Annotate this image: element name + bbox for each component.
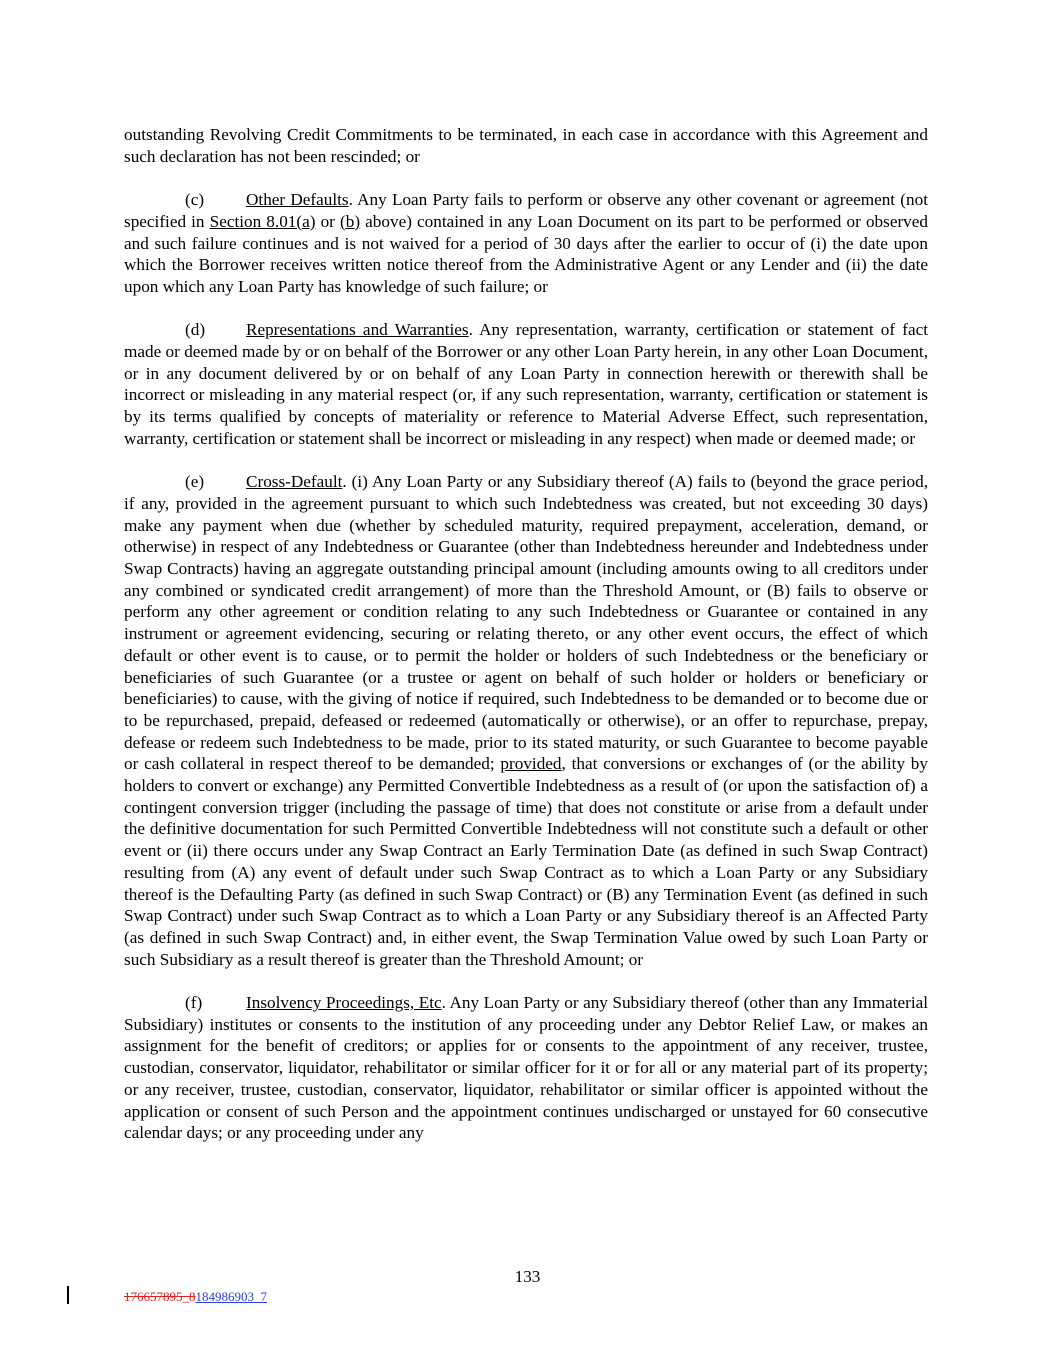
section-e-heading: Cross-Default (246, 472, 343, 492)
section-d-heading: Representations and Warranties (246, 320, 469, 340)
document-id-inserted: 184986903_7 (195, 1289, 267, 1304)
section-ref-b[interactable]: (b) (340, 211, 361, 231)
body-text (124, 124, 928, 1166)
section-f-heading: Insolvency Proceedings, Etc (246, 993, 442, 1013)
proviso-term: provided (500, 754, 562, 774)
intro-paragraph: outstanding Revolving Credit Commitments to be terminated, in each case in accordance with this Agreement and such declaration has not been rescinded; or (124, 125, 928, 166)
section-d-paragraph: (d) Representations and Warranties. Any representation, warranty, certification or statement of fact made or deemed made by or on behalf of the Borrower or any other Loan Party herein, in any other Loan Document, or in any document delivered by or on behalf of any Loan Party in connection herewith or therewith shall be incorrect or misleading in any material respect (or, if any such representation, warranty, certification or statement is by its terms qualified by concepts of materiality or reference to Material Adverse Effect, such representation, warranty, certification or statement shall be incorrect or misleading in any respect) when made or deemed made; or (124, 320, 928, 448)
section-c-heading: Other Defaults (246, 190, 349, 210)
change-bar (67, 1286, 69, 1304)
section-c-paragraph: (c) Other Defaults. Any Loan Party fails to perform or observe any other covenant or agreement (not specified in Section 8.01(a) or (b) above) contained in any Loan Document on its part to be performed or observed and such failure continues and is not waived for a period of 30 days after the earlier to occur of (i) the date upon which the Borrower receives written notice thereof from the Administrative Agent or any Lender and (ii) the date upon which any Loan Party has knowledge of such failure; or (124, 190, 928, 296)
section-e-paragraph: (e) Cross-Default. (i) Any Loan Party or any Subsidiary thereof (A) fails to (beyond the grace period, if any, provided in the agreement pursuant to which such Indebtedness was created, but not exceeding 30 days) make any payment when due (whether by scheduled maturity, required prepayment, acceleration, demand, or otherwise) in respect of any Indebtedness or Guarantee (other than Indebtedness hereunder and Indebtedness under Swap Contracts) having an aggregate outstanding principal amount (including amounts owing to all creditors under any combined or syndicated credit arrangement) of more than the Threshold Amount, or (B) fails to observe or perform any other agreement or condition relating to any such Indebtedness or Guarantee or contained in any instrument or agreement evidencing, securing or relating thereto, or any other event occurs, the effect of which default or other event is to cause, or to permit the holder or holders of such Indebtedness or the beneficiary or beneficiaries of such Guarantee (or a trustee or agent on behalf of such holder or holders or beneficiary or beneficiaries) to cause, with the giving of notice if required, such Indebtedness to be demanded or to become due or to be repurchased, prepaid, defeased or redeemed (automatically or otherwise), or an offer to repurchase, prepay, defease or redeem such Indebtedness to be made, prior to its stated maturity, or such Guarantee to become payable or cash collateral in respect thereof to be demanded; provided, that conversions or exchanges of (or the ability by holders to convert or exchange) any Permitted Convertible Indebtedness as a result of (or upon the satisfaction of) a contingent conversion trigger (including the passage of time) that does not constitute or arise from a default under the definitive documentation for such Permitted Convertible Indebtedness will not constitute such a default or other event or (ii) there occurs under any Swap Contract an Early Termination Date (as defined in such Swap Contract) resulting from (A) any event of default under such Swap Contract as to which a Loan Party or any Subsidiary thereof is the Defaulting Party (as defined in such Swap Contract) or (B) any Termination Event (as defined in such Swap Contract) under such Swap Contract as to which a Loan Party or any Subsidiary thereof is an Affected Party (as defined in such Swap Contract) and, in either event, the Swap Termination Value owed by such Loan Party or such Subsidiary as a result thereof is greater than the Threshold Amount; or (124, 472, 928, 969)
section-f-label: (f) (185, 993, 203, 1013)
section-c-label: (c) (185, 190, 205, 210)
page-number: 133 (514, 1267, 541, 1286)
section-f-paragraph: (f) Insolvency Proceedings, Etc. Any Loan Party or any Subsidiary thereof (other than any Immaterial Subsidiary) institutes or consents to the institution of any proceeding under any Debtor Relief Law, or makes an assignment for the benefit of creditors; or applies for or consents to the appointment of any receiver, trustee, custodian, conservator, liquidator, rehabilitator or similar officer for it or for all or any material part of its property; or any receiver, trustee, custodian, conservator, liquidator, rehabilitator or similar officer is appointed without the application or consent of such Person and the appointment continues undischarged or unstayed for 60 consecutive calendar days; or any proceeding under any (124, 993, 928, 1143)
section-ref-8-01-a[interactable]: Section 8.01(a) (209, 211, 316, 231)
document-id-footer (124, 1289, 267, 1305)
document-id-deleted: 176657895_8 (124, 1289, 196, 1304)
section-d-label: (d) (185, 320, 206, 340)
section-e-label: (e) (185, 472, 205, 492)
